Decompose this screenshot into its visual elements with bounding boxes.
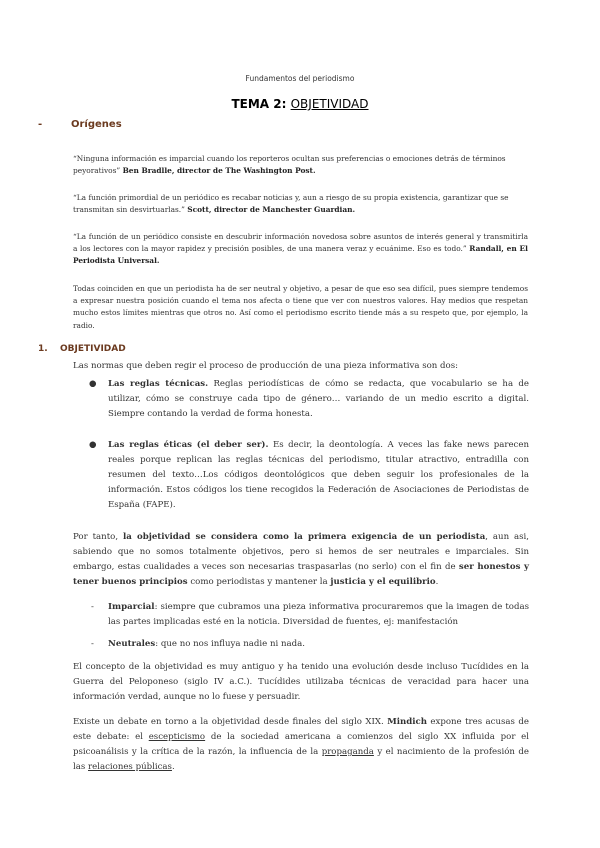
dash-marker: - (91, 639, 94, 649)
page-title (0, 97, 600, 111)
quote-author: Randall, en El Periodista Universal. (73, 244, 528, 266)
text-run: como periodistas y mantener la (187, 577, 331, 587)
text-run: de la sociedad americana a comienzos del siglo XX influida por el psicoanálisis y la crítica de la razón, la influencia de la (73, 732, 529, 757)
dash-item-neutrales (91, 637, 529, 652)
bullet-dot-icon: ● (89, 440, 97, 450)
quote-author: Ben Bradlle, director de The Washington Post. (122, 166, 316, 176)
bullet-text: Es decir, la deontología. A veces las fake news parecen reales porque replican las reglas técnicas del periodismo, titular atractivo, entradilla con resumen del texto…Los códigos deontológicos que deben seguir los profesionales de la información. Estos códigos los tiene recogidos la Federación de Asociaciones de Periodistas de España (FAPE). (108, 440, 529, 510)
heading-objetividad (38, 344, 126, 354)
intro-paragraph: Todas coinciden en que un periodista ha de ser neutral y objetivo, a pesar de que eso sea difícil, pues siempre tendemos a expresar nuestra posición cuando el tema nos afecta o tiene que ver con nuestros valores. Hay medios que respetan mucho estos límites mientras que otros no. Así como el periodismo escrito tiende más a su respeto que, por ejemplo, la radio. (73, 284, 528, 330)
heading-origenes (38, 119, 122, 130)
text-run: expone tres acusas de este debate: el (73, 717, 529, 742)
bold-run: Mindich (387, 717, 427, 727)
section-number: 1. (38, 344, 48, 354)
dash-bold: Imparcial (108, 602, 155, 612)
heading-dash: - (38, 119, 43, 130)
section-heading-text: OBJETIVIDAD (60, 344, 126, 354)
quote-text: “La función primordial de un periódico es recabar noticias y, aun a riesgo de su propia existencia, garantizar que se transmitan sin desvirtuarlas.” (73, 193, 509, 215)
quote-text: “La función de un periódico consiste en descubrir información novedosa sobre asuntos de interés general y transmitirla a los lectores con la mayor rapidez y precisión posibles, de una manera veraz y ecuánime. Eso es todo.” (73, 232, 528, 254)
text-run: , aun asi, sabiendo que no somos totalmente objetivos, pero si hemos de ser neutrales e imparciales. Sin embargo, estas cualidades a veces son necesarias traspasarlas (no serlo) con el fin de (73, 532, 530, 572)
dash-text: : que no nos influya nadie ni nada. (155, 639, 306, 649)
paragraph-debate (73, 715, 529, 775)
text-run: . (171, 762, 175, 772)
paragraph-por-tanto (73, 530, 529, 590)
paragraph-concepto: El concepto de la objetividad es muy antiguo y ha tenido una evolución desde incluso Tucídides en la Guerra del Peloponeso (siglo IV a.C.). Tucídides utilizaba técnicas de veracidad para hacer una información verdad, aunque no lo fuese y persuadir. (73, 662, 529, 702)
underlined-run: propaganda (321, 747, 374, 757)
dash-bold: Neutrales (108, 639, 156, 649)
bold-run: ser honestos y tener buenos principios (73, 562, 530, 587)
quote-author: Scott, director de Manchester Guardian. (187, 205, 356, 215)
bold-run: la objetividad se considera como la primera exigencia de un periodista (122, 532, 486, 542)
quote-text: “Ninguna información es imparcial cuando los reporteros ocultan sus preferencias o emociones detrás de términos peyorativos” (73, 154, 506, 176)
dash-text: : siempre que cubramos una pieza informativa procuraremos que la imagen de todas las partes implicadas esté en la noticia. Diversidad de fuentes, ej: manifestación (108, 602, 529, 627)
quote-randall (73, 231, 528, 268)
title-main: OBJETIVIDAD (290, 97, 369, 111)
underlined-run: relaciones públicas (88, 762, 172, 772)
text-run: y el nacimiento de la profesión de las (73, 747, 529, 772)
bullet-text: Reglas periodísticas de cómo se redacta, que vocabulario se ha de utilizar, cómo se construye cada tipo de género… variando de un medio escrito a digital. Siempre contando la verdad de forma honesta. (108, 379, 529, 419)
heading-origenes-text: Orígenes (71, 119, 122, 130)
quote-bradlle (73, 153, 528, 177)
text-run: . (435, 577, 439, 587)
bold-run: justicia y el equilibrio (330, 577, 436, 587)
underlined-run: escepticismo (148, 732, 206, 742)
text-run: Por tanto, (73, 532, 123, 542)
running-header: Fundamentos del periodismo (245, 74, 355, 83)
paragraph-normas: Las normas que deben regir el proceso de producción de una pieza informativa son dos: (73, 361, 459, 371)
bullet-bold: Las reglas técnicas. (108, 379, 209, 389)
bullet-reglas-eticas (89, 438, 529, 513)
bullet-dot-icon: ● (89, 379, 97, 389)
bullet-bold: Las reglas éticas (el deber ser). (108, 440, 269, 450)
dash-marker: - (91, 602, 94, 612)
quote-scott (73, 192, 528, 216)
text-run: Existe un debate en torno a la objetividad desde finales del siglo XIX. (73, 717, 388, 727)
bullet-reglas-tecnicas (89, 377, 529, 422)
title-prefix: TEMA 2: (231, 97, 287, 111)
dash-item-imparcial (91, 600, 529, 630)
